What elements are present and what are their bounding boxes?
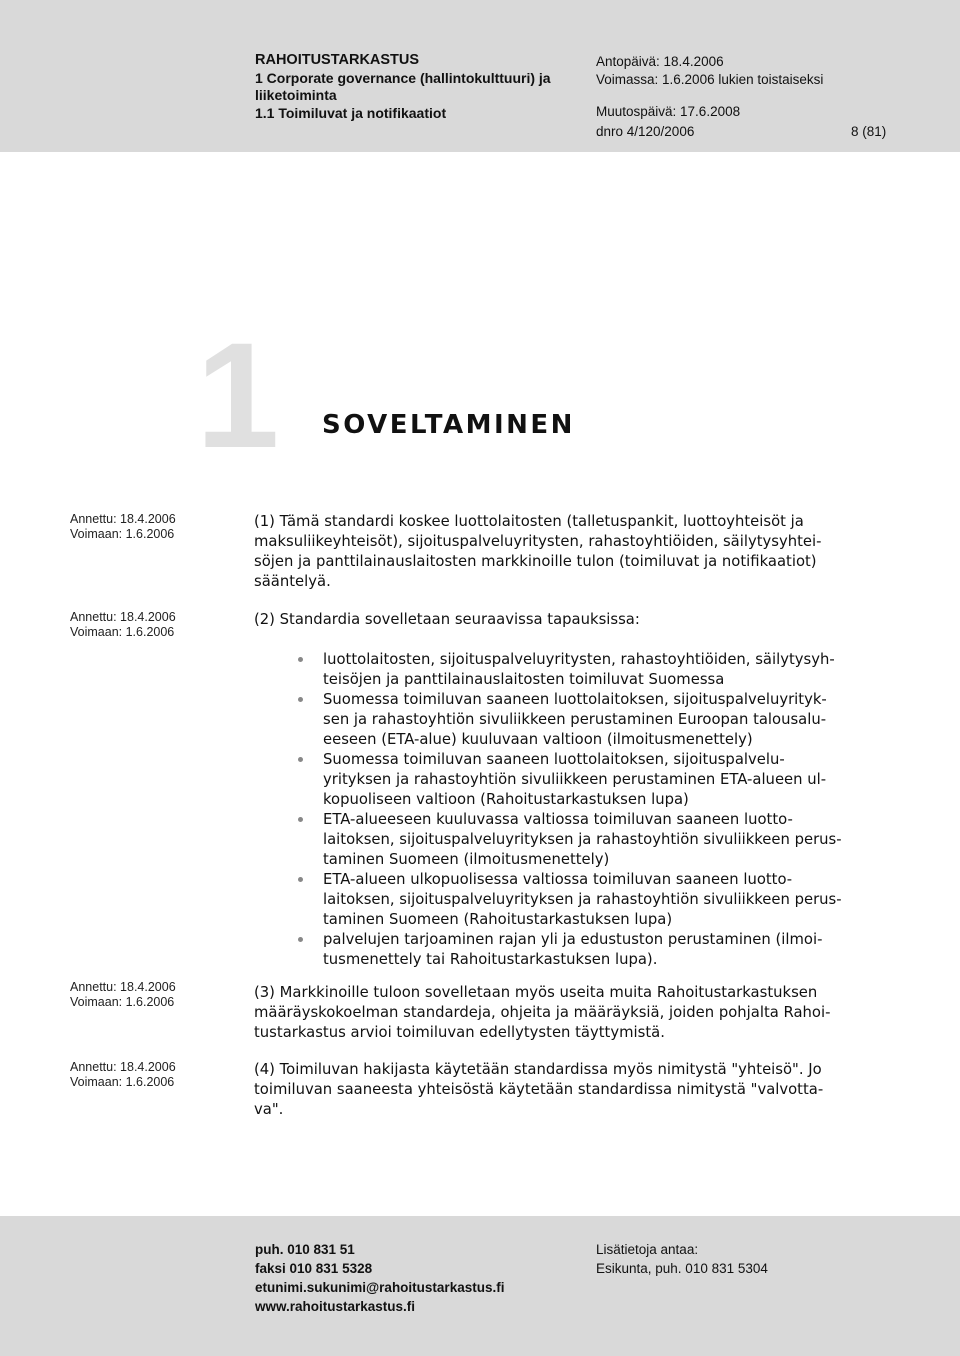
margin-note-in-force: Voimaan: 1.6.2006: [70, 1075, 175, 1089]
list-item: [298, 750, 898, 810]
paragraph-line: va".: [254, 1101, 284, 1118]
paragraph-line: söjen ja panttilainauslaitosten markkinoille tulon (toimiluvat ja notifikaatiot): [254, 553, 817, 570]
paragraph-line: (2) Standardia sovelletaan seuraavissa tapauksissa:: [254, 611, 640, 628]
list-item-line: palvelujen tarjoaminen rajan yli ja edustuston perustaminen (ilmoi-: [323, 931, 823, 948]
list-item: [298, 690, 898, 750]
list-item-line: Suomessa toimiluvan saaneen luottolaitoksen, sijoituspalvelu-: [323, 751, 785, 768]
paragraph-2: [254, 610, 894, 630]
issued-date: Antopäivä: 18.4.2006: [596, 54, 724, 69]
margin-note: [70, 980, 220, 1010]
section-title-line1: 1 Corporate governance (hallintokulttuuri) ja: [255, 70, 551, 86]
organization-name: RAHOITUSTARKASTUS: [255, 52, 420, 68]
paragraph-line: toimiluvan saaneesta yhteisöstä käytetään standardissa nimitystä "valvotta-: [254, 1081, 824, 1098]
list-item: [298, 810, 898, 870]
page-header: [0, 0, 960, 152]
footer-phone: puh. 010 831 51: [255, 1242, 355, 1257]
paragraph-3: [254, 983, 894, 1043]
list-item-line: taminen Suomeen (Rahoitustarkastuksen lupa): [323, 911, 673, 928]
paragraph-line: sääntelyä.: [254, 573, 331, 590]
margin-note-in-force: Voimaan: 1.6.2006: [70, 527, 175, 541]
margin-note: [70, 512, 220, 542]
document-number: dnro 4/120/2006: [596, 124, 695, 139]
application-cases-list: [298, 650, 898, 970]
list-item-line: ETA-alueen ulkopuolisessa valtiossa toimiluvan saaneen luotto-: [323, 871, 793, 888]
paragraph-line: (3) Markkinoille tuloon sovelletaan myös useita muita Rahoitustarkastuksen: [254, 984, 818, 1001]
header-left: [255, 51, 585, 122]
paragraph-4: [254, 1060, 894, 1120]
list-item-line: sen ja rahastoyhtiön sivuliikkeen perustaminen Euroopan talousalu-: [323, 711, 827, 728]
footer-info-label: Lisätietoja antaa:: [596, 1242, 699, 1257]
section-title-line2: liiketoiminta: [255, 87, 337, 103]
page-number: 8 (81): [851, 124, 887, 139]
list-item-line: teisöjen ja panttilainauslaitosten toimiluvat Suomessa: [323, 671, 725, 688]
paragraph-line: (1) Tämä standardi koskee luottolaitosten (talletuspankit, luottoyhteisöt ja: [254, 513, 804, 530]
modified-date: Muutospäivä: 17.6.2008: [596, 104, 741, 119]
margin-note-issued: Annettu: 18.4.2006: [70, 1060, 176, 1074]
footer-website-link[interactable]: www.rahoitustarkastus.fi: [255, 1299, 416, 1314]
list-item-line: eeseen (ETA-alue) kuuluvaan valtioon (ilmoitusmenettely): [323, 731, 753, 748]
header-right: [596, 53, 926, 141]
subsection-title: 1.1 Toimiluvat ja notifikaatiot: [255, 105, 447, 121]
list-item-line: laitoksen, sijoituspalveluyrityksen ja rahastoyhtiön sivuliikkeen perus-: [323, 831, 842, 848]
bullet-icon: [298, 657, 303, 662]
footer-fax: faksi 010 831 5328: [255, 1261, 373, 1276]
list-item-line: laitoksen, sijoituspalveluyrityksen ja rahastoyhtiön sivuliikkeen perus-: [323, 891, 842, 908]
margin-note: [70, 610, 220, 640]
chapter-title: SOVELTAMINEN: [322, 410, 575, 440]
list-item-line: tusmenettely tai Rahoitustarkastuksen lupa).: [323, 951, 658, 968]
paragraph-line: maksuliikeyhteisöt), sijoituspalveluyritysten, rahastoyhtiöiden, säilytysyhtei-: [254, 533, 822, 550]
list-item-line: taminen Suomeen (ilmoitusmenettely): [323, 851, 610, 868]
footer-contact: [255, 1240, 504, 1316]
list-item: [298, 870, 898, 930]
list-item: [298, 650, 898, 690]
paragraph-line: määräyskokoelman standardeja, ohjeita ja määräyksiä, joiden pohjalta Rahoi-: [254, 1004, 831, 1021]
bullet-icon: [298, 757, 303, 762]
bullet-icon: [298, 877, 303, 882]
chapter-number: 1: [196, 311, 276, 479]
margin-note-issued: Annettu: 18.4.2006: [70, 512, 176, 526]
bullet-icon: [298, 697, 303, 702]
margin-note-issued: Annettu: 18.4.2006: [70, 610, 176, 624]
footer-info: [596, 1240, 768, 1278]
footer-info-contact: Esikunta, puh. 010 831 5304: [596, 1261, 768, 1276]
paragraph-line: tustarkastus arvioi toimiluvan edellytysten täyttymistä.: [254, 1024, 665, 1041]
bullet-icon: [298, 937, 303, 942]
list-item-line: Suomessa toimiluvan saaneen luottolaitoksen, sijoituspalveluyrityk-: [323, 691, 827, 708]
footer-email-link[interactable]: etunimi.sukunimi@rahoitustarkastus.fi: [255, 1280, 505, 1295]
list-item-line: yrityksen ja rahastoyhtiön sivuliikkeen perustaminen ETA-alueen ul-: [323, 771, 827, 788]
bullet-icon: [298, 817, 303, 822]
paragraph-1: [254, 512, 894, 592]
list-item: [298, 930, 898, 970]
margin-note-issued: Annettu: 18.4.2006: [70, 980, 176, 994]
list-item-line: luottolaitosten, sijoituspalveluyritysten, rahastoyhtiöiden, säilytysyh-: [323, 651, 835, 668]
margin-note: [70, 1060, 220, 1090]
in-force-date: Voimassa: 1.6.2006 lukien toistaiseksi: [596, 72, 824, 87]
list-item-line: ETA-alueeseen kuuluvassa valtiossa toimiluvan saaneen luotto-: [323, 811, 793, 828]
margin-note-in-force: Voimaan: 1.6.2006: [70, 625, 175, 639]
paragraph-line: (4) Toimiluvan hakijasta käytetään standardissa myös nimitystä "yhteisö". Jo: [254, 1061, 822, 1078]
margin-note-in-force: Voimaan: 1.6.2006: [70, 995, 175, 1009]
list-item-line: kopuoliseen valtioon (Rahoitustarkastuksen lupa): [323, 791, 689, 808]
